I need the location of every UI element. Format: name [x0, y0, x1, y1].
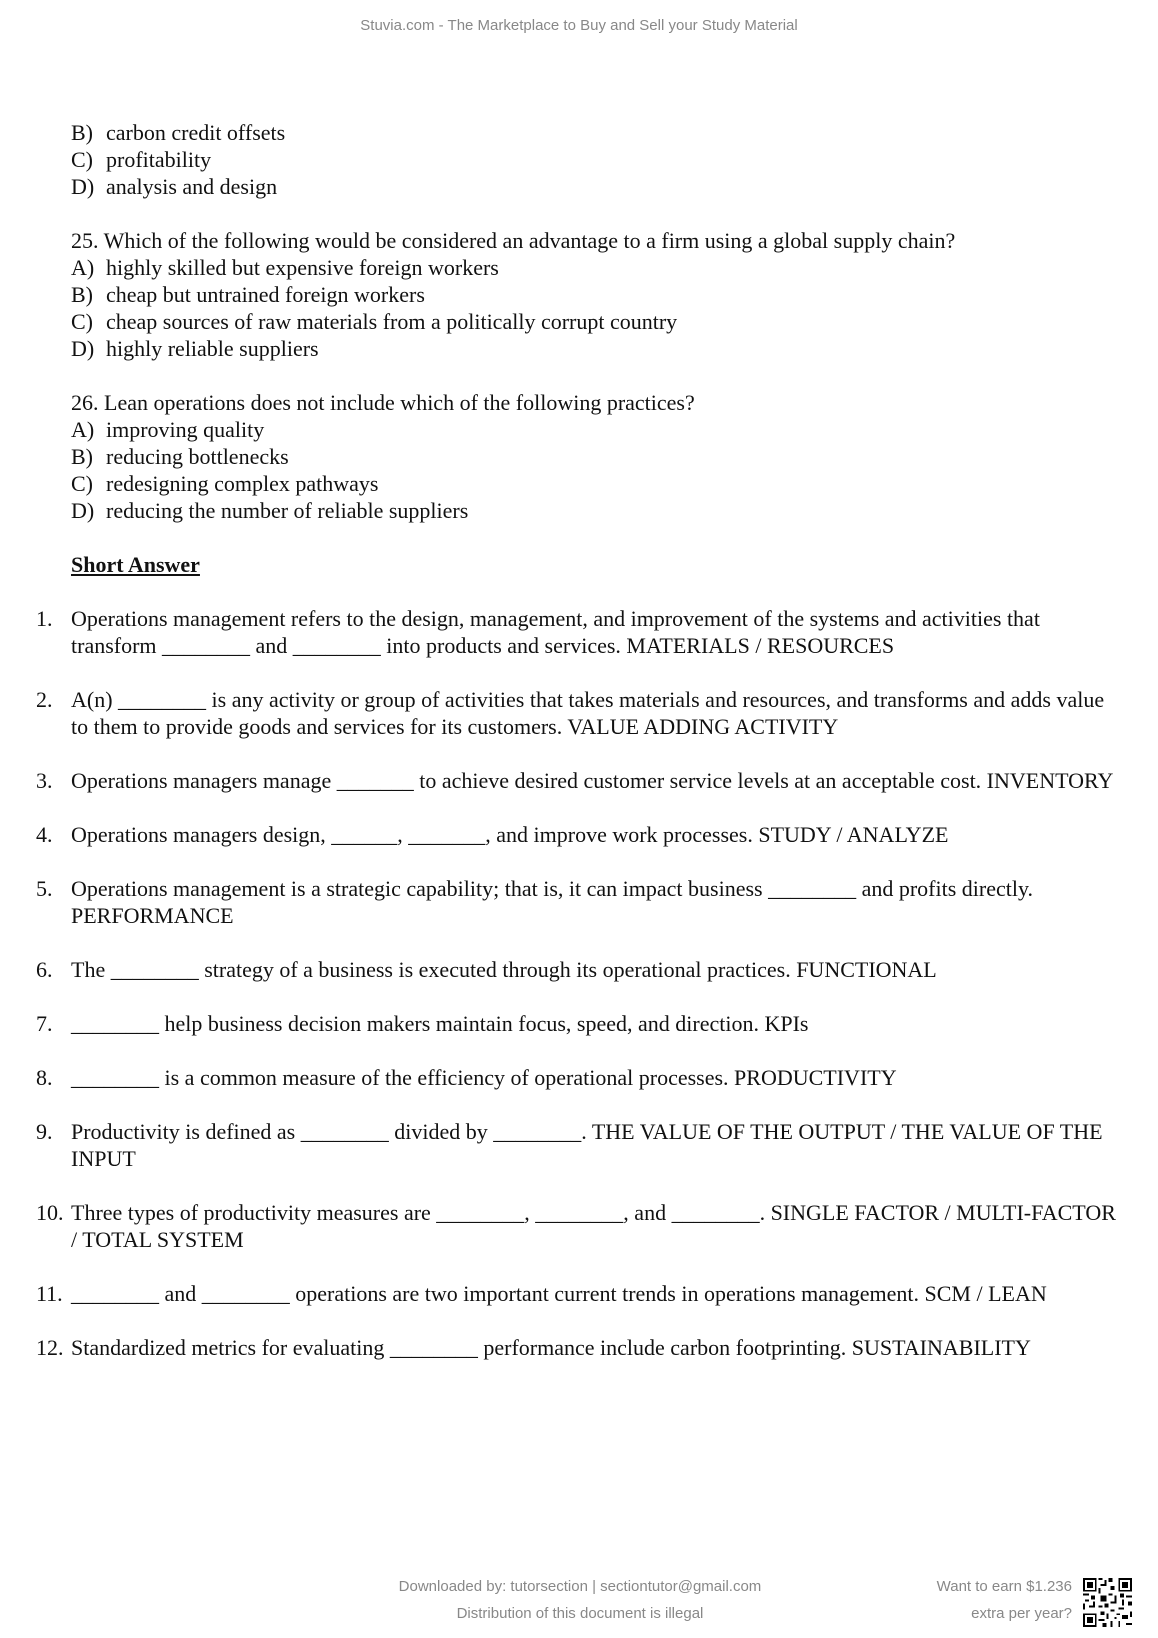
short-answer-item — [36, 767, 1126, 794]
question-text: 25. Which of the following would be considered an advantage to a firm using a global supply chain? — [71, 228, 956, 253]
document-body — [36, 119, 1126, 1361]
option-item — [71, 146, 1126, 173]
option-text: carbon credit offsets — [106, 120, 286, 145]
short-answer-item — [36, 605, 1126, 659]
item-text: ________ and ________ operations are two important current trends in operations management. SCM / LEAN — [71, 1281, 1047, 1306]
item-number: 5. — [36, 876, 53, 901]
option-item — [71, 119, 1126, 146]
option-text: improving quality — [106, 417, 265, 442]
item-text: Standardized metrics for evaluating ________ performance include carbon footprinting. SUSTAINABILITY — [71, 1335, 1031, 1360]
item-text: The ________ strategy of a business is executed through its operational practices. FUNCTIONAL — [71, 957, 937, 982]
option-item — [71, 443, 1126, 470]
item-text: A(n) ________ is any activity or group of activities that takes materials and resources, and transforms and adds value to them to provide goods and services for its customers. VALUE ADDING ACTIVITY — [71, 687, 1105, 739]
item-number: 8. — [36, 1065, 53, 1090]
option-item — [71, 254, 1126, 281]
earn-line-1: Want to earn $1.236 — [936, 1578, 1072, 1595]
continued-options — [71, 119, 1126, 200]
option-item — [71, 470, 1126, 497]
item-text: Operations managers manage _______ to achieve desired customer service levels at an acceptable cost. INVENTORY — [71, 768, 1114, 793]
short-answer-item — [36, 821, 1126, 848]
short-answer-item — [36, 1118, 1126, 1172]
option-letter: D) — [71, 174, 95, 199]
item-number: 9. — [36, 1119, 53, 1144]
option-item — [71, 416, 1126, 443]
item-number: 11. — [36, 1281, 63, 1306]
item-number: 12. — [36, 1335, 64, 1360]
option-item — [71, 281, 1126, 308]
short-answer-item — [36, 1199, 1126, 1253]
downloaded-by-text: Downloaded by: tutorsection | sectiontutor@gmail.com — [398, 1578, 762, 1595]
item-number: 1. — [36, 606, 53, 631]
question-options — [71, 416, 1126, 524]
short-answer-item — [36, 1010, 1126, 1037]
short-answer-item — [36, 1064, 1126, 1091]
distribution-notice: Distribution of this document is illegal — [456, 1605, 704, 1622]
option-text: redesigning complex pathways — [106, 471, 379, 496]
option-letter: C) — [71, 147, 93, 172]
option-text: highly skilled but expensive foreign workers — [106, 255, 499, 280]
option-item — [71, 335, 1126, 362]
option-letter: D) — [71, 336, 95, 361]
item-number: 2. — [36, 687, 53, 712]
option-text: profitability — [106, 147, 212, 172]
option-text: reducing bottlenecks — [106, 444, 289, 469]
option-letter: C) — [71, 309, 93, 334]
option-letter: C) — [71, 471, 93, 496]
item-text: Three types of productivity measures are ________, ________, and ________. SINGLE FACTOR / MULTI-FACTOR / TOTAL SYSTEM — [71, 1200, 1116, 1252]
short-answer-item — [36, 1280, 1126, 1307]
option-item — [71, 308, 1126, 335]
option-letter: B) — [71, 282, 93, 307]
option-letter: A) — [71, 417, 95, 442]
option-letter: B) — [71, 120, 93, 145]
item-number: 7. — [36, 1011, 53, 1036]
item-text: Operations management refers to the design, management, and improvement of the systems and activities that transform ________ and ________ into products and services. MATERIALS / RESOURCES — [71, 606, 1040, 658]
option-text: cheap sources of raw materials from a politically corrupt country — [106, 309, 678, 334]
item-number: 10. — [36, 1200, 64, 1225]
short-answer-item — [36, 1334, 1126, 1361]
mc-question-26 — [71, 389, 1126, 524]
option-letter: B) — [71, 444, 93, 469]
earn-line-2: extra per year? — [971, 1605, 1072, 1622]
short-answer-item — [36, 686, 1126, 740]
item-text: Operations management is a strategic capability; that is, it can impact business ________ and profits directly. PERFORMANCE — [71, 876, 1034, 928]
option-text: cheap but untrained foreign workers — [106, 282, 425, 307]
short-answer-item — [36, 875, 1126, 929]
short-answer-item — [36, 956, 1126, 983]
item-number: 6. — [36, 957, 53, 982]
question-options — [71, 254, 1126, 362]
option-letter: A) — [71, 255, 95, 280]
item-text: Productivity is defined as ________ divided by ________. THE VALUE OF THE OUTPUT / THE VALUE OF THE INPUT — [71, 1119, 1103, 1171]
option-letter: D) — [71, 498, 95, 523]
option-text: reducing the number of reliable suppliers — [106, 498, 469, 523]
page-header: Stuvia.com - The Marketplace to Buy and Sell your Study Material — [360, 17, 798, 34]
item-text: ________ help business decision makers maintain focus, speed, and direction. KPIs — [71, 1011, 809, 1036]
footer-download-info — [330, 1573, 830, 1627]
short-answer-heading: Short Answer — [71, 552, 200, 577]
mc-question-25 — [71, 227, 1126, 362]
question-text: 26. Lean operations does not include which of the following practices? — [71, 390, 695, 415]
item-text: Operations managers design, ______, _______, and improve work processes. STUDY / ANALYZE — [71, 822, 949, 847]
item-number: 3. — [36, 768, 53, 793]
short-answer-list — [36, 605, 1126, 1361]
item-text: ________ is a common measure of the efficiency of operational processes. PRODUCTIVITY — [71, 1065, 897, 1090]
option-item — [71, 173, 1126, 200]
option-text: highly reliable suppliers — [106, 336, 319, 361]
earn-promo[interactable] — [937, 1573, 1072, 1627]
qr-code-icon[interactable] — [1083, 1578, 1132, 1627]
option-item — [71, 497, 1126, 524]
item-number: 4. — [36, 822, 53, 847]
option-text: analysis and design — [106, 174, 278, 199]
